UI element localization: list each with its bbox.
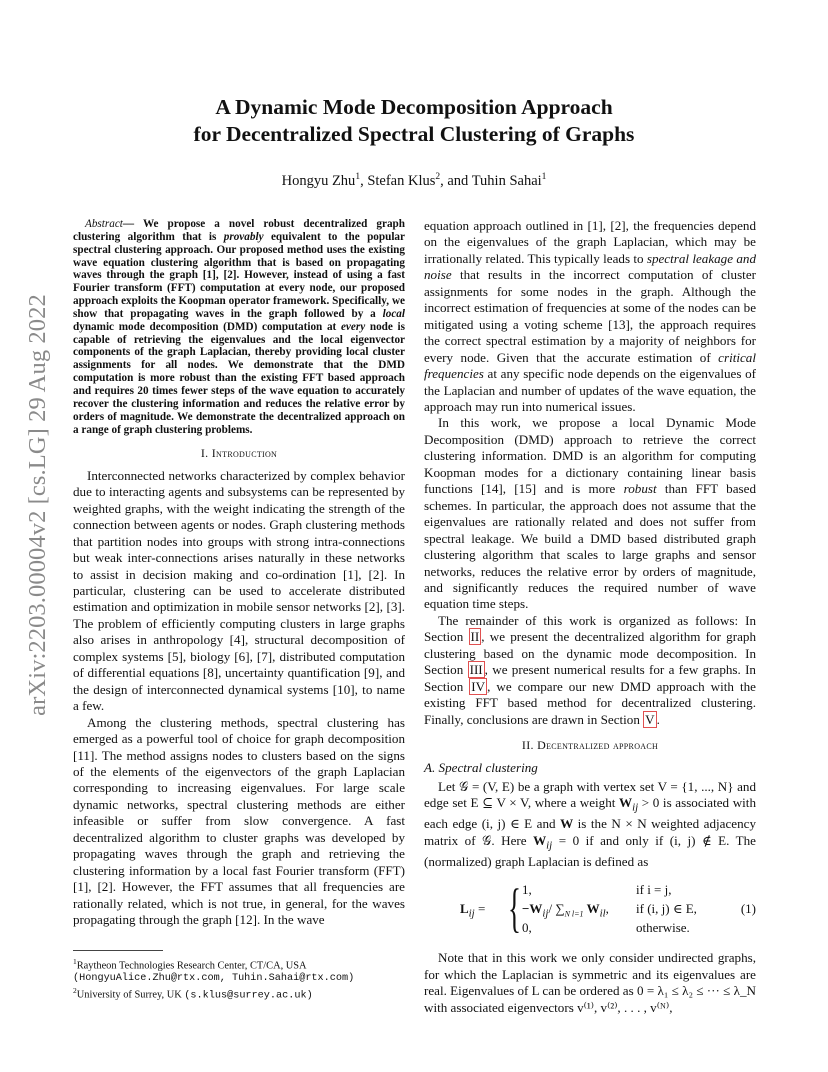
abstract-text: node is capable of retrieving the eigenvalues and the local eigenvector components of the graph Laplacian, thereby providing local cluster assignments for all nodes. We demonstrate that the DMD computation is more robust than the existing FFT based approach and requires 20 times fewer steps of the wave equation to accurately recover the clustering information and reduces the relative error by orders of magnitude. We demonstrate the decentralized approach on a range of graph clustering problems. [73,320,405,436]
footnote-2-email[interactable]: (s.klus@surrey.ac.uk) [184,990,313,1002]
abstract [73,218,405,436]
case-condition: if i = j, [636,882,672,898]
title-line-2: for Decentralized Spectral Clustering of Graphs [193,122,635,146]
math-symbol: W [583,901,600,917]
right-column [424,218,756,1016]
section-title: Decentralized approach [537,738,659,753]
math-symbol: W [533,832,547,848]
math-operator: , [605,901,609,917]
author-1: Hongyu Zhu [281,172,356,189]
paper-title [0,94,828,148]
paragraph-text: . [656,711,660,727]
title-line-1: A Dynamic Mode Decomposition Approach [215,95,613,119]
author-1-affil: 1 [355,172,361,182]
math-symbol: W [560,816,574,832]
footnote-2 [73,985,413,1003]
abstract-dash: — [122,218,143,230]
left-brace-icon: { [508,878,521,939]
abstract-text: We propose a novel robust decentralized graph clustering algorithm that is [73,218,405,243]
paragraph-text: , we present the decentralized algorithm for graph clustering based on the dynamic mode decomposition. In Section [424,629,756,678]
math-symbol: W [619,795,633,811]
paragraph-text: , we present numerical results for a few graphs. In Section [424,662,756,694]
footnote-marker: 2 [73,985,77,995]
abstract-text: dynamic mode decomposition (DMD) computation at [73,320,341,333]
intro-paragraph-4 [424,415,756,612]
case-value [522,901,609,920]
author-3: Tuhin Sahai [471,172,542,189]
footnote-text: University of Surrey, UK [76,989,185,1001]
paragraph-text: , we compare our new DMD approach with the existing FFT based method for decentralized clustering. Finally, conclusions are drawn in Section [424,678,756,727]
author-sep: , [360,172,368,189]
paragraph-text: Let 𝒢 = (V, E) be a graph with vertex set V = {1, ..., N} and edge set E ⊆ V × V, where a weight [424,778,756,811]
case-condition: if (i, j) ∈ E, [636,901,697,917]
footnote-text: Raytheon Technologies Research Center, CT/CA, USA [76,960,307,972]
paragraph-text: = 0 if and only if (i, j) ∉ E. The (normalized) graph Laplacian is defined as [424,832,756,869]
subsection-heading [424,760,756,776]
math-subscript: ij [468,908,475,921]
abstract-label: Abstract [85,218,123,230]
section-ref-link[interactable]: III [469,662,483,678]
paragraph-text: at any specific node depends on the eigenvalues of the Laplacian and number of updates of the wave equation, the approach may run into numerical issues. [424,366,756,414]
paragraph-text: is the N × N weighted adjacency matrix of 𝒢. Here [424,816,756,848]
author-3-affil: 1 [541,172,547,182]
author-2-affil: 2 [435,172,441,182]
author-list [0,172,828,190]
abstract-emphasis: local [382,307,405,320]
section-heading-decentralized [424,737,756,753]
intro-paragraph-2: Among the clustering methods, spectral clustering has emerged as a powerful tool of choice for graph decomposition [11]. The method assigns nodes to clusters based on the signs of the elements of the eigenvectors of the graph Laplacian corresponding to increasing eigenvalues. For large scale dynamic networks, spectral clustering methods are either infeasible or suffer from slow convergence. A fast decentralized algorithm to cluster graphs was developed by propagating waves through the graph and retrieving the clustering information by a local fast Fourier transform (FFT) [1], [2]. However, the FFT assumes that all frequencies are rationally related, which is not true, in general, for the waves propagating through the graph [12]. In the wave [73,714,405,928]
footnotes [73,950,413,1003]
equation-number: (1) [740,901,756,917]
paragraph-text: equation approach outlined in [1], [2], the frequencies depend on the eigenvalues of the graph Laplacian, which may be irrationally related. This typically leads to [424,218,756,266]
paragraph-text: that results in the incorrect computation of cluster assignments for some nodes in the graph. Although the incorrect estimation of frequencies at some of the nodes can be mitigated using a voting scheme [13], the approach requires the correct spectral estimation by a majority of neighbors for every node. Given that the accurate estimation of [424,267,756,365]
paragraph-emphasis: robust [623,481,657,497]
footnote-marker: 1 [73,957,77,966]
math-subscript: ij [546,839,553,852]
footnote-1-emails[interactable]: (HongyuAlice.Zhu@rtx.com, Tuhin.Sahai@rtx.com) [73,972,355,984]
intro-paragraph-1: Interconnected networks characterized by complex behavior due to interacting agents and subsystems can be represented by weighted graphs, with the weight indicating the strength of the connection between agents or nodes. Graph clustering methods that partition nodes into groups with strong intra-connections but weak inter-connections arises naturally in these networks to assist in decision making and co-ordination [1], [2]. In particular, clustering can be used to accelerate distributed estimation and optimization in mobile sensor networks [2], [3]. The problem of efficiently computing clusters in large graphs also arises in anthropology [4], structural decomposition of complex systems [5], biology [6], [7], distributed computation of differential equations [8], uncertainty quantification [9], and the design of interconnected dynamical systems [10], to name a few. [73,467,405,714]
arxiv-stamp [14,285,62,725]
section-number: II. [521,738,538,753]
case-value: 1, [522,882,532,898]
arxiv-stamp-text: arXiv:2203.00004v2 [cs.LG] 29 Aug 2022 [24,294,51,716]
paragraph-text: than FFT based schemes. In particular, the approach does not assume that the eigenvalues are rationally related and does not suffer from spectral leakage. We build a DMD based distributed graph clustering algorithm that scales to large graphs and sensor networks, reduces the relative error by orders of magnitude, and significantly reduces the required number of wave equation time steps. [424,481,756,612]
author-2: Stefan Klus [367,172,436,189]
equation-conditions [636,882,697,939]
footnote-rule [73,950,163,951]
subsection-title: Spectral clustering [438,759,538,775]
author-sep: , and [440,172,472,189]
paragraph-emphasis: spectral leakage and noise [424,250,756,283]
section-number: I. [200,446,212,461]
math-symbol: −W [522,901,543,917]
intro-paragraph-3 [424,218,756,415]
math-subscript: ij [542,908,549,921]
section-heading-introduction [73,445,405,461]
paragraph-emphasis: critical frequencies [424,349,756,382]
math-subscript: il [599,908,606,921]
section-ref-link[interactable]: V [645,711,655,727]
case-value: 0, [522,920,532,936]
spectral-paragraph-1 [424,779,756,870]
paragraph-text: > 0 is associated with each edge (i, j) ∈ E and [424,795,756,832]
section-title: Introduction [211,446,278,461]
equation-1 [424,878,756,940]
abstract-emphasis: provably [223,230,264,243]
equation-lhs [460,901,485,922]
section-ref-link[interactable]: IV [471,678,486,694]
math-operator: / ∑ [548,901,565,917]
equation-cases [522,882,609,939]
abstract-text: equivalent to the popular spectral clustering approach. Our proposed method uses the existing wave equation clustering algorithm that is based on propagating waves through the graph [1], [2]. However, instead of using a fast Fourier transform (FFT) computation at every node, our proposed approach exploits the Koopman operator framework. Specifically, we show that propagating waves in the graph followed by a [73,230,405,320]
math-limits: N l=1 [564,910,584,920]
left-column [73,218,405,928]
intro-paragraph-5 [424,613,756,728]
subsection-number: A. [424,759,439,775]
abstract-emphasis: every [340,320,366,333]
spectral-paragraph-2: Note that in this work we only consider undirected graphs, for which the Laplacian is symmetric and its eigenvalues are real. Eigenvalues of L can be ordered as 0 = λ₁ ≤ λ₂ ≤ ··· ≤ λ_N with associated eigenvectors v⁽¹⁾, v⁽²⁾, . . . , v⁽ᴺ⁾, [424,950,756,1015]
paragraph-text: In this work, we propose a local Dynamic Mode Decomposition (DMD) approach to retrieve the correct clustering information. DMD is an algorithm for computing Koopman modes for a dictionary containing linear basis functions [14], [15] and is more [424,415,756,497]
case-condition: otherwise. [636,920,690,936]
math-symbol: L [460,901,469,917]
footnote-1 [73,956,413,973]
section-ref-link[interactable]: II [470,629,480,645]
math-subscript: ij [632,802,639,815]
math-operator: = [474,901,486,917]
paragraph-text: The remainder of this work is organized as follows: In Section [424,612,756,645]
